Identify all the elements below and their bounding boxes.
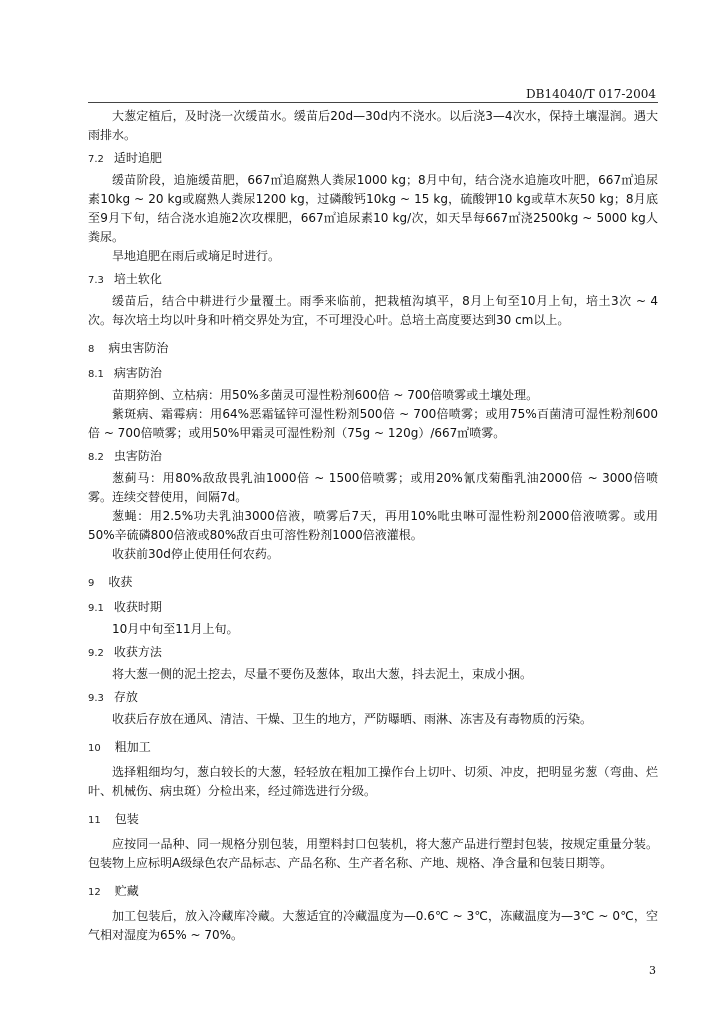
subsection-heading-9-3 [88,688,658,708]
section-title: 培土软化 [113,272,162,286]
section-title: 包装 [114,812,139,826]
page-number: 3 [649,964,656,977]
section-number: 7.3 [88,275,104,286]
section-title: 病虫害防治 [108,341,169,355]
section-title: 虫害防治 [113,449,162,463]
subsection-heading-8-1 [88,364,658,384]
section-heading-9 [88,573,658,593]
paragraph: 选择粗细均匀，葱白较长的大葱，轻轻放在粗加工操作台上切叶、切须、冲皮，把明显劣葱（弯曲、烂叶、机械伤、病虫斑）分检出来，经过筛选进行分级。 [88,765,658,798]
section-title: 收获 [108,575,133,589]
section-number: 9 [88,578,95,589]
section-title: 收获方法 [113,645,162,659]
section-number: 11 [88,815,101,826]
section-number: 8 [88,344,95,355]
paragraph: 加工包装后，放入冷藏库冷藏。大葱适宜的冷藏温度为—0.6℃ ~ 3℃，冻藏温度为—3℃ ~ 0℃，空气相对湿度为65% ~ 70%。 [88,909,658,942]
section-number: 10 [88,743,101,754]
paragraph: 旱地追肥在雨后或墒足时进行。 [112,249,281,263]
document-body [88,107,658,945]
subsection-heading-8-2 [88,447,658,467]
section-number: 9.1 [88,603,104,614]
section-title: 收获时期 [113,600,162,614]
subsection-heading-7-3 [88,270,658,290]
section-heading-10 [88,738,658,758]
subsection-heading-7-2 [88,149,658,169]
section-number: 7.2 [88,154,104,165]
section-number: 12 [88,887,101,898]
section-number: 8.1 [88,369,104,380]
section-number: 8.2 [88,452,104,463]
paragraph: 葱蓟马：用80%敌敌畏乳油1000倍 ~ 1500倍喷雾；或用20%氰戊菊酯乳油2000倍 ~ 3000倍喷雾。连续交替使用，间隔7d。 [88,471,658,504]
section-heading-8 [88,339,658,359]
paragraph: 紫斑病、霜霉病：用64%恶霜锰锌可湿性粉剂500倍 ~ 700倍喷雾；或用75%百菌清可湿性粉剂600倍 ~ 700倍喷雾；或用50%甲霜灵可湿性粉剂（75g ~ 120g）/667㎡喷雾。 [88,407,658,440]
paragraph: 苗期猝倒、立枯病：用50%多菌灵可湿性粉剂600倍 ~ 700倍喷雾或土壤处理。 [112,388,539,402]
section-heading-11 [88,810,658,830]
paragraph: 收获后存放在通风、清洁、干燥、卫生的地方，严防曝晒、雨淋、冻害及有毒物质的污染。 [112,712,593,726]
section-title: 适时追肥 [113,151,162,165]
section-title: 贮藏 [114,884,139,898]
subsection-heading-9-2 [88,643,658,663]
paragraph: 大葱定植后，及时浇一次缓苗水。缓苗后20d—30d内不浇水。以后浇3—4次水，保持土壤湿润。遇大雨排水。 [88,109,658,142]
paragraph: 将大葱一侧的泥土挖去，尽量不要伤及葱体，取出大葱，抖去泥土，束成小捆。 [112,667,533,681]
paragraph: 10月中旬至11月上旬。 [112,622,239,636]
section-heading-12 [88,882,658,902]
subsection-heading-9-1 [88,598,658,618]
header-rule [88,102,658,103]
section-title: 存放 [113,690,138,704]
paragraph: 缓苗阶段，追施缓苗肥，667㎡追腐熟人粪尿1000 kg；8月中旬，结合浇水追施攻叶肥，667㎡追尿素10kg ~ 20 kg或腐熟人粪尿1200 kg，过磷酸钙10kg ~ 15 kg，硫酸钾10 kg或草木灰50 kg；8月底至9月下旬，结合浇水追施2次攻棵肥，667㎡追尿素10 kg/次，如天旱每667㎡浇2500kg ~ 5000 kg人粪尿。 [88,173,658,244]
section-title: 粗加工 [114,740,151,754]
standard-code: DB14040/T 017-2004 [526,87,656,101]
paragraph: 缓苗后，结合中耕进行少量覆土。雨季来临前，把栽植沟填平，8月上旬至10月上旬，培土3次 ~ 4次。每次培土均以叶身和叶梢交界处为宜，不可埋没心叶。总培土高度要达到30 cm以上。 [88,294,658,327]
section-number: 9.3 [88,693,104,704]
section-number: 9.2 [88,648,104,659]
paragraph: 葱蝇：用2.5%功夫乳油3000倍液，喷雾后7天，再用10%吡虫啉可湿性粉剂2000倍液喷雾。或用50%辛硫磷800倍液或80%敌百虫可溶性粉剂1000倍液灌根。 [88,509,658,542]
paragraph: 应按同一品种、同一规格分别包装，用塑料封口包装机，将大葱产品进行塑封包装，按规定重量分装。包装物上应标明A级绿色农产品标志、产品名称、生产者名称、产地、规格、净含量和包装日期等。 [88,837,658,870]
paragraph: 收获前30d停止使用任何农药。 [112,547,279,561]
section-title: 病害防治 [113,366,162,380]
